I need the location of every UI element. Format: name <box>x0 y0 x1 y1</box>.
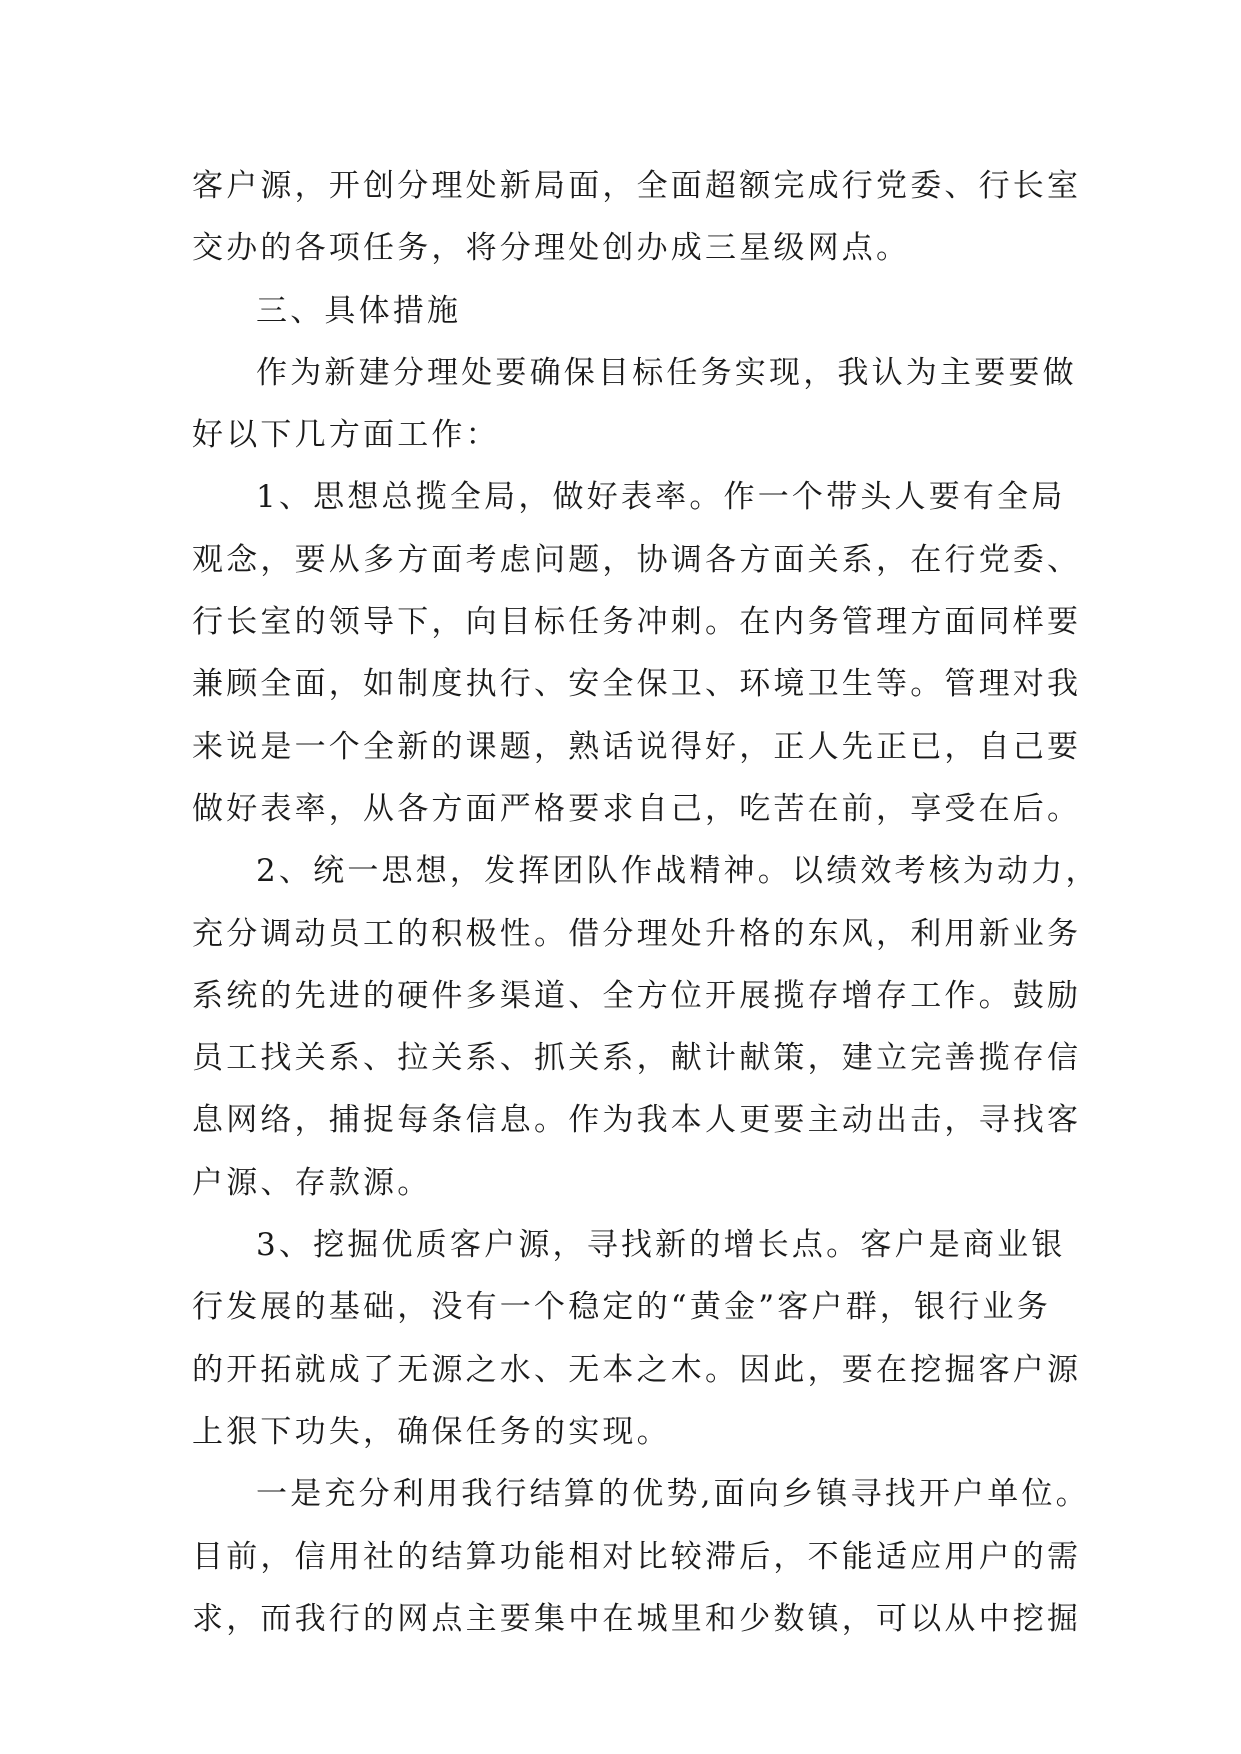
text-line: 兼顾全面，如制度执行、安全保卫、环境卫生等。管理对我 <box>192 666 1082 703</box>
text-line: 户源、存款源。 <box>192 1164 432 1201</box>
text-line: 员工找关系、拉关系、抓关系，献计献策，建立完善揽存信 <box>192 1040 1082 1077</box>
text-line: 作为新建分理处要确保目标任务实现，我认为主要要做 <box>256 354 1077 391</box>
text-line: 行长室的领导下，向目标任务冲刺。在内务管理方面同样要 <box>192 604 1082 641</box>
text-line: 目前，信用社的结算功能相对比较滞后，不能适应用户的需 <box>192 1538 1082 1575</box>
text-line: 系统的先进的硬件多渠道、全方位开展揽存增存工作。鼓励 <box>192 977 1082 1014</box>
text-line: 好以下几方面工作： <box>192 417 500 454</box>
text-line: 行发展的基础，没有一个稳定的“黄金”客户群，银行业务 <box>192 1289 1051 1326</box>
text-line: 3、挖掘优质客户源，寻找新的增长点。客户是商业银 <box>256 1227 1066 1264</box>
text-line: 上狠下功失，确保任务的实现。 <box>192 1413 671 1450</box>
text-line: 息网络，捕捉每条信息。作为我本人更要主动出击，寻找客 <box>192 1102 1082 1139</box>
text-line: 做好表率，从各方面严格要求自己，吃苦在前，享受在后。 <box>192 790 1082 827</box>
text-line: 一是充分利用我行结算的优势,面向乡镇寻找开户单位。 <box>256 1476 1090 1513</box>
text-line: 2、统一思想，发挥团队作战精神。以绩效考核为动力， <box>256 853 1100 890</box>
text-line: 来说是一个全新的课题，熟话说得好，正人先正已，自己要 <box>192 728 1082 765</box>
text-line: 1、思想总揽全局，做好表率。作一个带头人要有全局 <box>256 479 1066 516</box>
text-line: 客户源，开创分理处新局面，全面超额完成行党委、行长室 <box>192 168 1082 204</box>
text-line: 充分调动员工的积极性。借分理处升格的东风，利用新业务 <box>192 915 1082 952</box>
text-line: 求，而我行的网点主要集中在城里和少数镇，可以从中挖掘 <box>192 1600 1082 1637</box>
text-line: 交办的各项任务，将分理处创办成三星级网点。 <box>192 230 911 267</box>
text-line: 观念，要从多方面考虑问题，协调各方面关系，在行党委、 <box>192 541 1082 578</box>
section-heading: 三、具体措施 <box>256 292 462 329</box>
text-line: 的开拓就成了无源之水、无本之木。因此，要在挖掘客户源 <box>192 1351 1082 1388</box>
body-text <box>192 155 1100 1650</box>
